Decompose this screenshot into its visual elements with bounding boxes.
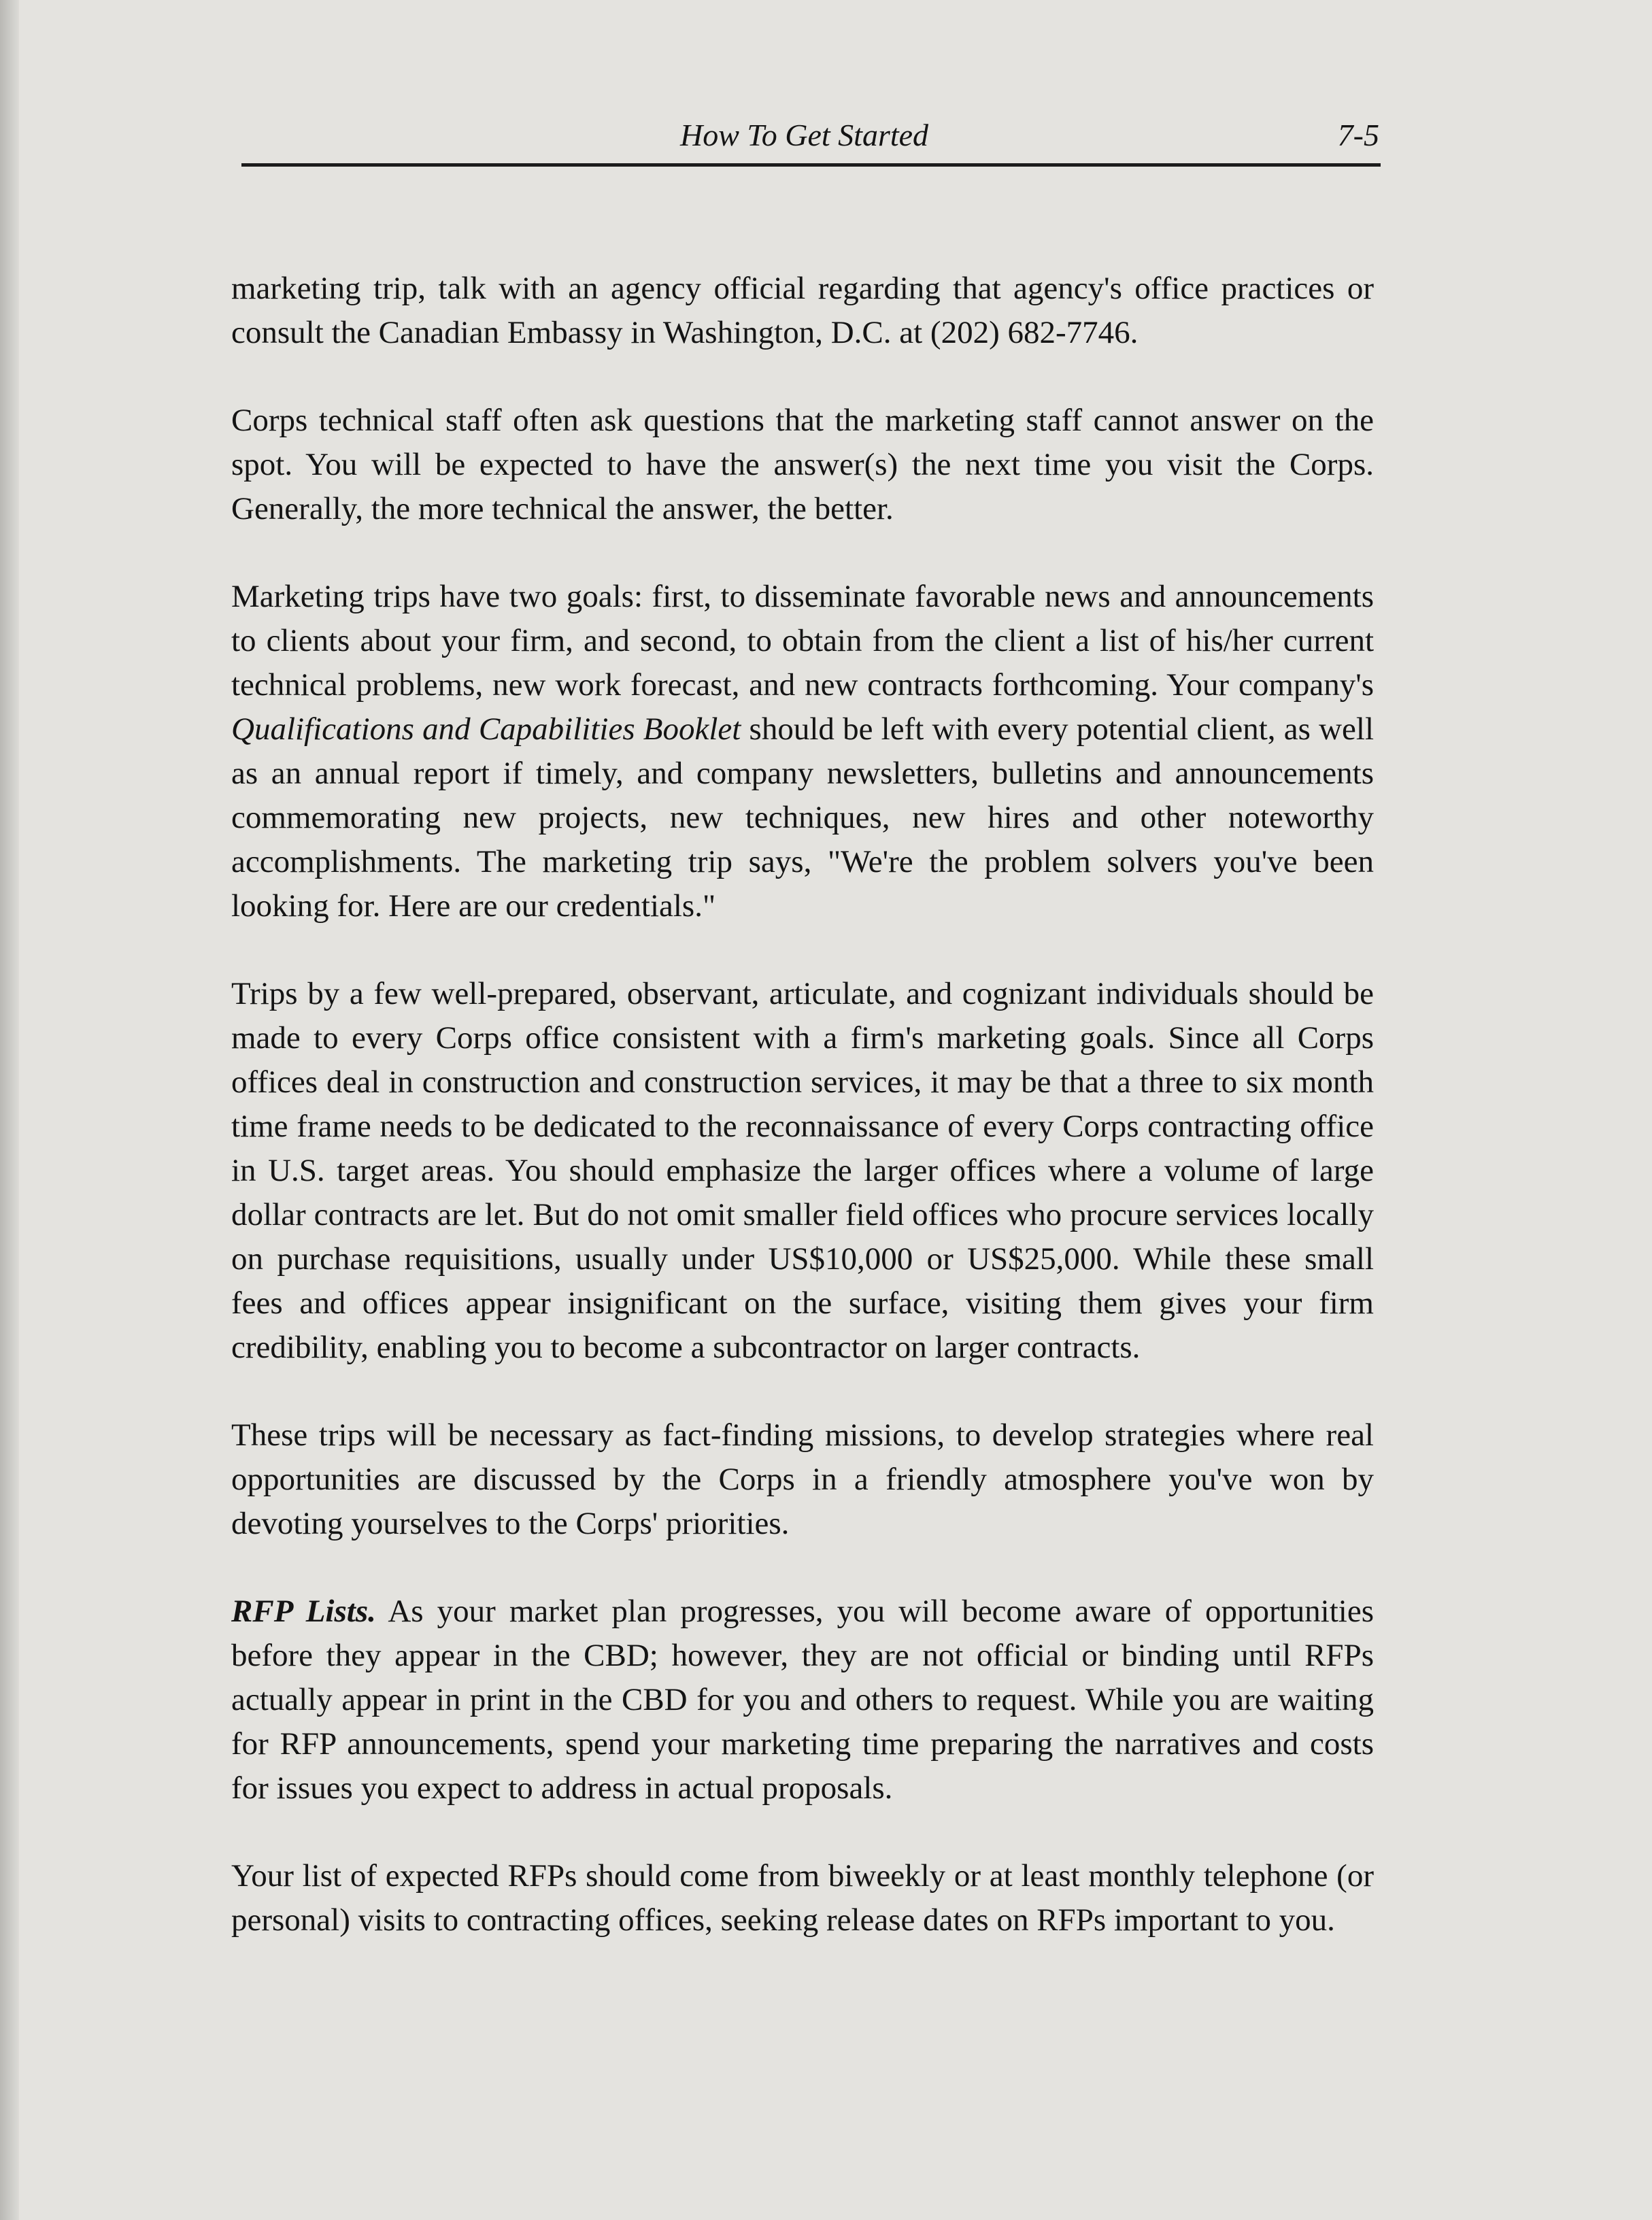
page-edge-shadow: [0, 0, 19, 2220]
paragraph-7: Your list of expected RFPs should come from biweekly or at least monthly telephone (or personal) visits to contracting offices, seeking release dates on RFPs important to you.: [231, 1858, 1374, 1938]
paragraph-3: [231, 575, 1374, 928]
paragraph-4: Trips by a few well-prepared, observant, articulate, and cognizant individuals should be made to every Corps office consistent with a firm's marketing goals. Since all Corps offices deal in construction and construction services, it may be that a three to six month time frame needs to be dedicated to the reconnaissance of every Corps contracting office in U.S. target areas. You should emphasize the larger offices where a volume of large dollar contracts are let. But do not omit smaller field offices who procure services locally on purchase requisitions, usually under US$10,000 or US$25,000. While these small fees and offices appear insignificant on the surface, visiting them gives your firm credibility, enabling you to become a subcontractor on larger contracts.: [231, 976, 1374, 1365]
section-heading-rfp-lists: RFP Lists.: [231, 1594, 376, 1629]
paragraph-6-text: As your market plan progresses, you will become aware of opportunities before they appear in the CBD; however, they are not official or binding until RFPs actually appear in print in the CBD for you and others to request. While you are waiting for RFP announcements, spend your marketing time preparing the narratives and costs for issues you expect to address in actual proposals.: [231, 1594, 1374, 1806]
paragraph-3-text-b: should be left with every potential client, as well as an annual report if timely, and company newsletters, bulletins and announcements commemorating new projects, new techniques, new hires and other noteworthy accomplishments. The marketing trip says, "We're the problem solvers you've been looking for. Here are our credentials.": [231, 711, 1374, 924]
header-title: How To Get Started: [680, 118, 929, 152]
paragraph-1: marketing trip, talk with an agency official regarding that agency's office practices or consult the Canadian Embassy in Washington, D.C. at (202) 682-7746.: [231, 271, 1374, 350]
page-number: 7-5: [1337, 118, 1379, 152]
paragraph-3-text-a: Marketing trips have two goals: first, to disseminate favorable news and announcements to clients about your firm, and second, to obtain from the client a list of his/her current technical problems, new work forecast, and new contracts forthcoming. Your company's: [231, 579, 1374, 703]
paragraph-2: Corps technical staff often ask questions that the marketing staff cannot answer on the spot. You will be expected to have the answer(s) the next time you visit the Corps. Generally, the more technical the answer, the better.: [231, 403, 1374, 526]
paragraph-6: [231, 1590, 1374, 1811]
paragraph-5: These trips will be necessary as fact-finding missions, to develop strategies where real opportunities are discussed by the Corps in a friendly atmosphere you've won by devoting yourselves to the Corps' priorities.: [231, 1417, 1374, 1541]
body-text: [231, 267, 1374, 1942]
booklet-title: Qualifications and Capabilities Booklet: [231, 711, 741, 747]
running-header: [241, 109, 1381, 167]
